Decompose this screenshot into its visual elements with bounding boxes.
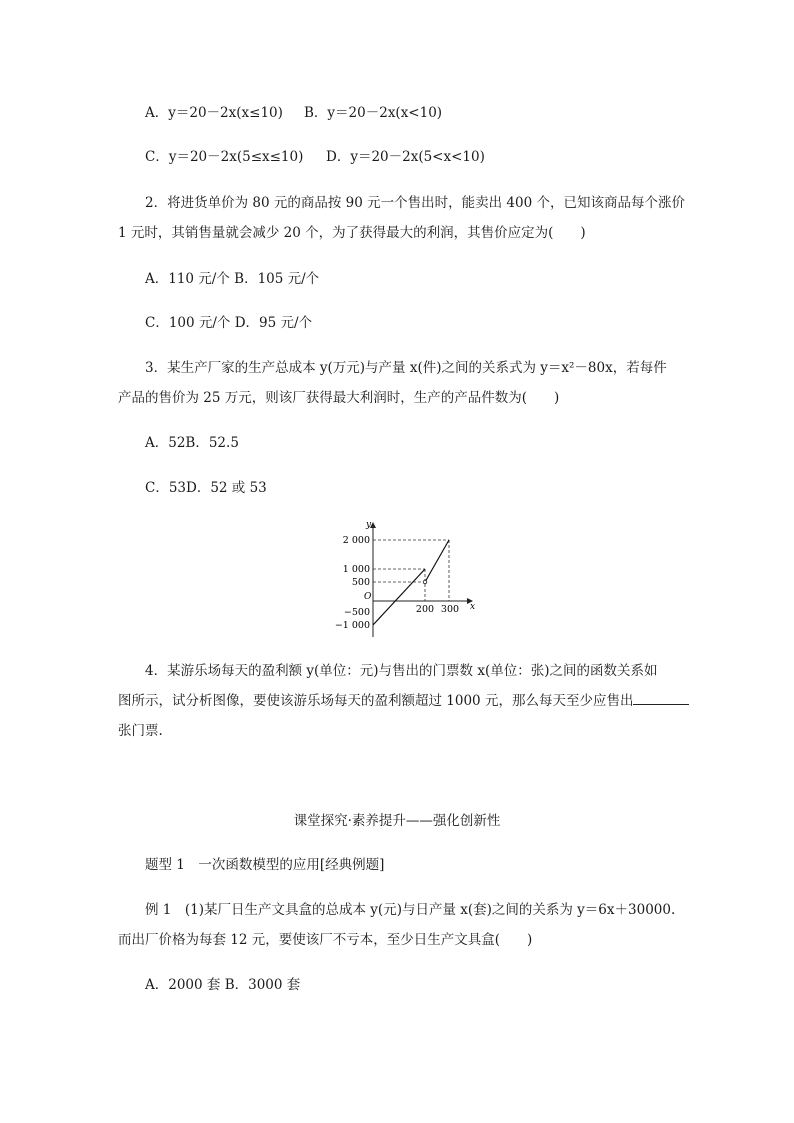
q1-option-d: D．y＝20－2x(5<x<10) (326, 149, 485, 165)
example1-line-2: 而出厂价格为每套 12 元，要使该厂不亏本，至少日生产文具盒( ) (118, 932, 533, 948)
q1-option-c: C．y＝20－2x(5≤x≤10) (145, 149, 304, 165)
q4-line-3: 张门票. (118, 723, 163, 739)
segment-1 (373, 569, 425, 625)
open-point (423, 580, 427, 584)
q3-options-ab: A．52B．52.5 (145, 435, 239, 451)
x-tick-300: 300 (440, 604, 460, 615)
y-tick-neg1000: −1 000 (334, 620, 370, 631)
segment-2 (425, 540, 449, 582)
x-axis-label: x (470, 602, 476, 612)
q2-line-2: 1 元时，其销售量就会减少 20 个，为了获得最大的利润，其售价应定为( ) (118, 225, 586, 241)
section-title: 课堂探究·素养提升——强化创新性 (293, 813, 501, 829)
profit-graph (330, 515, 490, 640)
q3-line-1: 3．某生产厂家的生产总成本 y(万元)与产量 x(件)之间的关系式为 y＝x²－80x，若每件 (145, 360, 667, 376)
answer-blank (633, 692, 689, 705)
q2-options-cd: C．100 元/个 D．95 元/个 (145, 315, 313, 331)
origin-label: O (364, 592, 372, 602)
y-tick-2000: 2 000 (342, 535, 370, 546)
example1-options-ab: A．2000 套 B．3000 套 (145, 977, 301, 993)
y-tick-500: 500 (351, 577, 370, 588)
y-tick-1000: 1 000 (342, 564, 370, 575)
y-tick-neg500: −500 (343, 607, 370, 618)
x-tick-200: 200 (415, 604, 435, 615)
q1-option-a: A．y＝20－2x(x≤10) (145, 105, 283, 121)
q3-options-cd: C．53D．52 或 53 (145, 480, 267, 496)
q4-line-2 (118, 692, 689, 710)
y-axis-label: y (366, 520, 372, 530)
q4-line-2-text: 图所示，试分析图像，要使该游乐场每天的盈利额超过 1000 元，那么每天至少应售出 (118, 693, 634, 709)
q4-line-1: 4．某游乐场每天的盈利额 y(单位：元)与售出的门票数 x(单位：张)之间的函数关系如 (145, 663, 658, 679)
q1-option-b: B．y＝20－2x(x<10) (304, 105, 443, 121)
q2-line-1: 2．将进货单价为 80 元的商品按 90 元一个售出时，能卖出 400 个，已知该商品每个涨价 (145, 195, 685, 211)
example1-line-1: 例 1 (1)某厂日生产文具盒的总成本 y(元)与日产量 x(套)之间的关系为 y＝6x＋30000. (145, 902, 676, 918)
type-heading: 题型 1 一次函数模型的应用[经典例题] (145, 857, 385, 873)
q2-options-ab: A．110 元/个 B．105 元/个 (145, 271, 320, 287)
q3-line-2: 产品的售价为 25 万元，则该厂获得最大利润时，生产的产品件数为( ) (118, 390, 560, 406)
